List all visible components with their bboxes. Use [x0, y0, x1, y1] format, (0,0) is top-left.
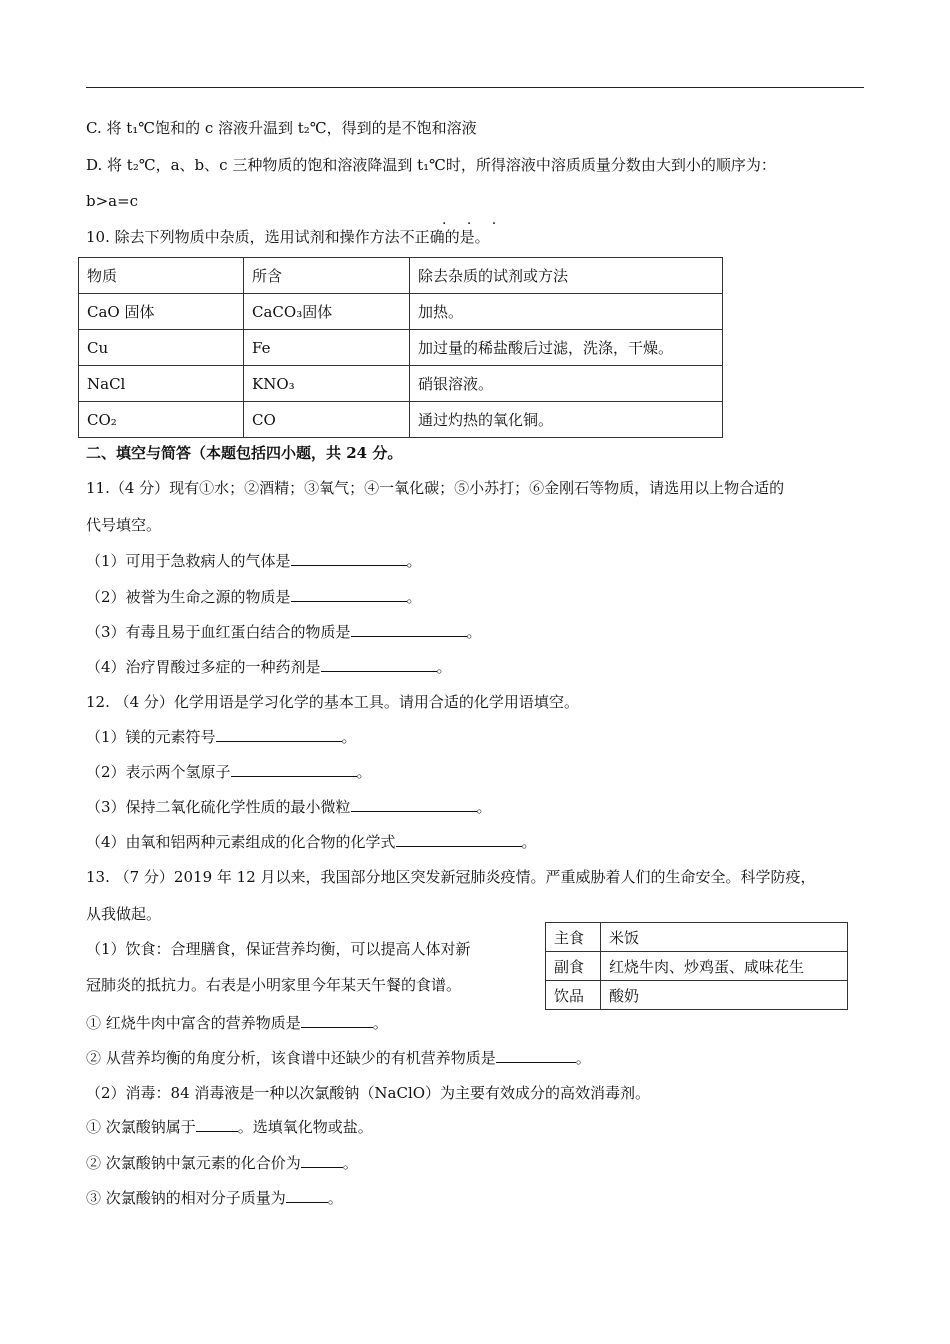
option-c: C. 将 t₁℃饱和的 c 溶液升温到 t₂℃，得到的是不饱和溶液	[86, 119, 477, 137]
q13-part-1-cont: 冠肺炎的抵抗力。右表是小明家里今年某天午餐的食谱。	[86, 976, 462, 994]
q12-part-2	[86, 762, 372, 782]
table-cell: 加过量的稀盐酸后过滤，洗涤，干燥。	[410, 330, 723, 366]
q11-part-4-text: （4）治疗胃酸过多症的一种药剂是	[86, 658, 321, 676]
q13-sub-5	[86, 1188, 343, 1208]
table-row	[79, 402, 723, 438]
table-cell: 硝银溶液。	[410, 366, 723, 402]
table-cell: 饮品	[546, 981, 601, 1010]
table-cell: NaCl	[79, 366, 244, 402]
emphasis-dots: · · ·	[442, 216, 505, 232]
q13-sub-2-text: ② 从营养均衡的角度分析，该食谱中还缺少的有机营养物质是	[86, 1049, 496, 1067]
question-10: 10. 除去下列物质中杂质，选用试剂和操作方法不正确的是。	[86, 228, 490, 246]
table-cell: CO₂	[79, 402, 244, 438]
table-row	[546, 923, 848, 952]
q12-part-3-text: （3）保持二氧化硫化学性质的最小微粒	[86, 798, 351, 816]
q12-part-4	[86, 832, 537, 852]
answer-blank[interactable]	[351, 797, 477, 812]
table-row	[546, 981, 848, 1010]
table-row	[79, 330, 723, 366]
period: 。	[476, 798, 492, 816]
q11-part-2	[86, 587, 422, 607]
q11-part-1	[86, 551, 422, 571]
q13-sub-3-text: ① 次氯酸钠属于	[86, 1118, 196, 1136]
table-row	[79, 294, 723, 330]
table-cell: 副食	[546, 952, 601, 981]
q12-part-3	[86, 797, 492, 817]
table-header: 除去杂质的试剂或方法	[410, 258, 723, 294]
q11-part-2-text: （2）被誉为生命之源的物质是	[86, 588, 291, 606]
answer-blank[interactable]	[396, 832, 522, 847]
table-cell: 主食	[546, 923, 601, 952]
q12-part-1	[86, 727, 357, 747]
q12-part-2-text: （2）表示两个氢原子	[86, 763, 231, 781]
impurity-table	[78, 257, 723, 438]
lunch-menu-table	[545, 922, 848, 1010]
q13-part-1: （1）饮食：合理膳食，保证营养均衡，可以提高人体对新	[86, 940, 471, 958]
period: 。	[356, 763, 372, 781]
period: 。	[436, 658, 452, 676]
period: 。	[372, 1014, 388, 1032]
q13-sub-5-text: ③ 次氯酸钠的相对分子质量为	[86, 1189, 286, 1207]
table-row	[79, 366, 723, 402]
q13-sub-1-text: ① 红烧牛肉中富含的营养物质是	[86, 1014, 301, 1032]
q12-part-4-text: （4）由氧和铝两种元素组成的化合物的化学式	[86, 833, 396, 851]
period: 。	[466, 623, 482, 641]
answer-blank[interactable]	[351, 622, 467, 637]
question-11-stem-cont: 代号填空。	[86, 516, 162, 534]
table-cell: CaCO₃固体	[244, 294, 410, 330]
q12-part-1-text: （1）镁的元素符号	[86, 728, 216, 746]
table-cell: 米饭	[601, 923, 848, 952]
q13-sub-3	[86, 1117, 373, 1137]
table-cell: 红烧牛肉、炒鸡蛋、咸味花生	[601, 952, 848, 981]
answer-blank[interactable]	[196, 1117, 238, 1132]
q13-sub-4-text: ② 次氯酸钠中氯元素的化合价为	[86, 1154, 301, 1172]
answer-blank[interactable]	[496, 1048, 576, 1063]
table-cell: 通过灼热的氧化铜。	[410, 402, 723, 438]
option-d: D. 将 t₂℃，a、b、c 三种物质的饱和溶液降温到 t₁℃时，所得溶液中溶质质量分数由大到小的顺序为：	[86, 156, 776, 174]
table-row	[546, 952, 848, 981]
period: 。	[575, 1049, 591, 1067]
q11-part-3	[86, 622, 482, 642]
q11-part-4	[86, 657, 452, 677]
q13-sub-3-hint: 。选填氧化物或盐。	[237, 1118, 373, 1136]
header-rule	[86, 87, 864, 88]
question-13-stem-cont: 从我做起。	[86, 905, 162, 923]
answer-blank[interactable]	[291, 587, 407, 602]
q13-sub-4	[86, 1153, 358, 1173]
question-11-stem: 11.（4 分）现有①水；②酒精；③氧气；④一氧化碳；⑤小苏打；⑥金刚石等物质，请选用以上物合适的	[86, 479, 785, 497]
answer-blank[interactable]	[286, 1188, 328, 1203]
table-header: 所含	[244, 258, 410, 294]
period: 。	[406, 588, 422, 606]
period: 。	[342, 1154, 358, 1172]
table-cell: 酸奶	[601, 981, 848, 1010]
answer-blank[interactable]	[291, 551, 407, 566]
answer-blank[interactable]	[231, 762, 357, 777]
period: 。	[521, 833, 537, 851]
question-13-stem: 13. （7 分）2019 年 12 月以来，我国部分地区突发新冠肺炎疫情。严重威胁着人们的生命安全。科学防疫，	[86, 868, 816, 886]
table-cell: CaO 固体	[79, 294, 244, 330]
period: 。	[341, 728, 357, 746]
table-cell: Fe	[244, 330, 410, 366]
q11-part-1-text: （1）可用于急救病人的气体是	[86, 552, 291, 570]
table-cell: 加热。	[410, 294, 723, 330]
q13-sub-1	[86, 1013, 388, 1033]
table-cell: KNO₃	[244, 366, 410, 402]
answer-blank[interactable]	[301, 1153, 343, 1168]
section-2-heading: 二、填空与简答（本题包括四小题，共 24 分。	[86, 444, 403, 462]
period: 。	[327, 1189, 343, 1207]
table-cell: Cu	[79, 330, 244, 366]
table-cell: CO	[244, 402, 410, 438]
q13-part-2: （2）消毒：84 消毒液是一种以次氯酸钠（NaClO）为主要有效成分的高效消毒剂。	[86, 1084, 651, 1102]
option-d-cont: b>a=c	[86, 192, 139, 210]
question-12-stem: 12. （4 分）化学用语是学习化学的基本工具。请用合适的化学用语填空。	[86, 693, 579, 711]
table-header: 物质	[79, 258, 244, 294]
q11-part-3-text: （3）有毒且易于血红蛋白结合的物质是	[86, 623, 351, 641]
answer-blank[interactable]	[321, 657, 437, 672]
answer-blank[interactable]	[301, 1013, 373, 1028]
table-header-row	[79, 258, 723, 294]
answer-blank[interactable]	[216, 727, 342, 742]
q13-sub-2	[86, 1048, 591, 1068]
period: 。	[406, 552, 422, 570]
